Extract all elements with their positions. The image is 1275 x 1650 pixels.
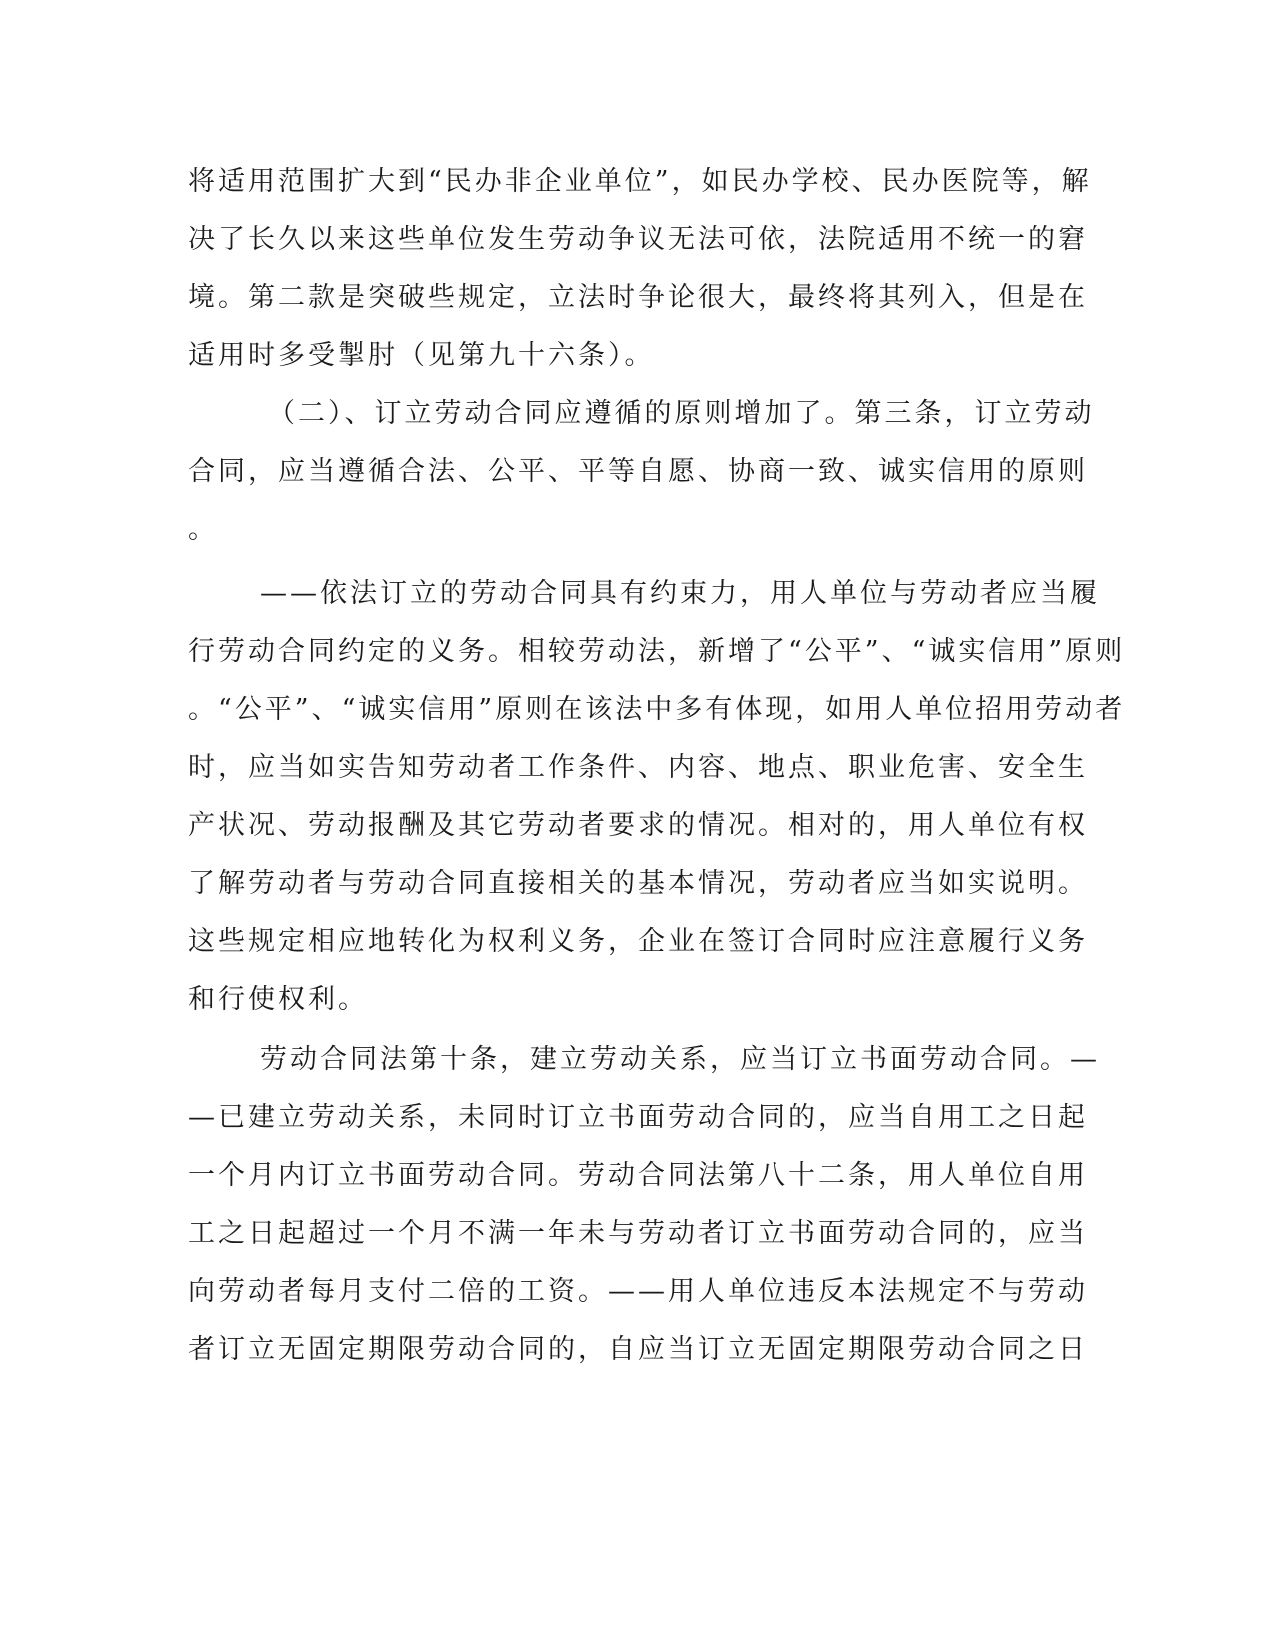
text-line: 一个月内订立书面劳动合同。劳动合同法第八十二条，用人单位自用	[188, 1160, 1088, 1191]
text-line: 适用时多受掣肘（见第九十六条）。	[188, 340, 655, 371]
text-line: 行劳动合同约定的义务。相较劳动法，新增了“公平”、“诚实信用”原则	[188, 636, 1126, 667]
text-line: ——依法订立的劳动合同具有约束力，用人单位与劳动者应当履	[260, 578, 1100, 609]
text-line: 者订立无固定期限劳动合同的，自应当订立无固定期限劳动合同之日	[188, 1334, 1088, 1365]
text-line: 这些规定相应地转化为权利义务，企业在签订合同时应注意履行义务	[188, 926, 1088, 957]
text-line: 产状况、劳动报酬及其它劳动者要求的情况。相对的，用人单位有权	[188, 810, 1088, 841]
text-line: 合同，应当遵循合法、公平、平等自愿、协商一致、诚实信用的原则	[188, 456, 1088, 487]
text-line: 决了长久以来这些单位发生劳动争议无法可依，法院适用不统一的窘	[188, 224, 1088, 255]
text-line: 。	[188, 514, 218, 545]
text-line: 境。第二款是突破些规定，立法时争论很大，最终将其列入，但是在	[188, 282, 1088, 313]
text-line: 了解劳动者与劳动合同直接相关的基本情况，劳动者应当如实说明。	[188, 868, 1088, 899]
text-line: 时，应当如实告知劳动者工作条件、内容、地点、职业危害、安全生	[188, 752, 1088, 783]
text-line: 劳动合同法第十条，建立劳动关系，应当订立书面劳动合同。—	[260, 1044, 1100, 1075]
text-line: 和行使权利。	[188, 984, 368, 1015]
text-line: 工之日起超过一个月不满一年未与劳动者订立书面劳动合同的，应当	[188, 1218, 1088, 1249]
text-line: 。“公平”、“诚实信用”原则在该法中多有体现，如用人单位招用劳动者	[188, 694, 1126, 725]
text-line: —已建立劳动关系，未同时订立书面劳动合同的，应当自用工之日起	[188, 1102, 1088, 1133]
text-line: 将适用范围扩大到“民办非企业单位”，如民办学校、民办医院等，解	[188, 166, 1092, 197]
text-line: 向劳动者每月支付二倍的工资。——用人单位违反本法规定不与劳动	[188, 1276, 1088, 1307]
text-line: （二）、订立劳动合同应遵循的原则增加了。第三条，订立劳动	[268, 398, 1095, 429]
